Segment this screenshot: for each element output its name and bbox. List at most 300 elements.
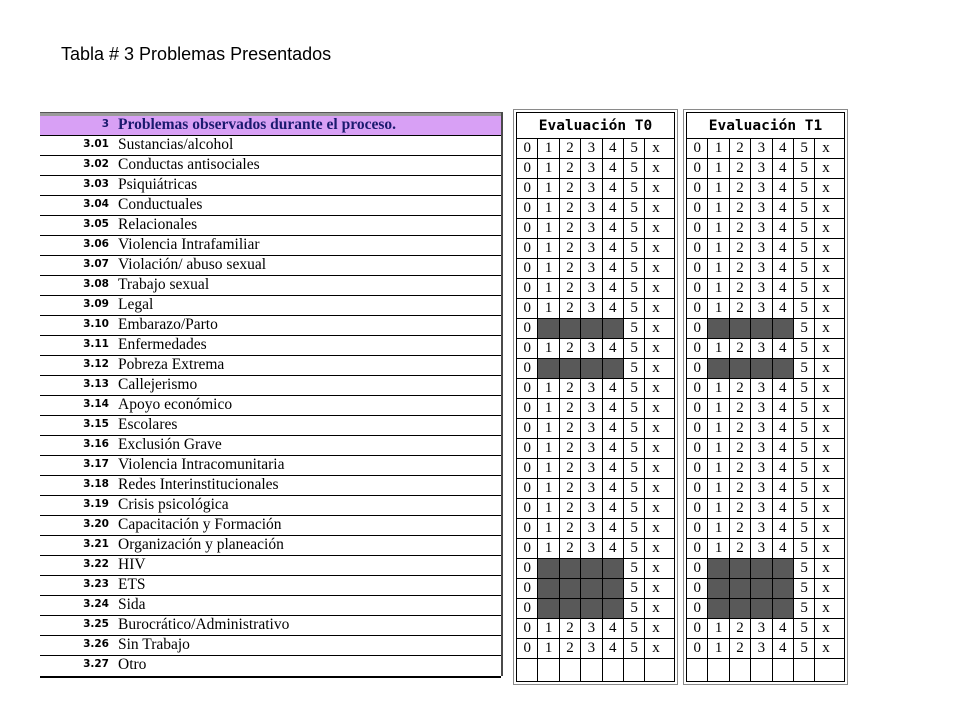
score-option-x[interactable]: x: [822, 520, 830, 536]
score-option-0[interactable]: 0: [687, 219, 708, 238]
score-option-3[interactable]: 3: [581, 339, 602, 358]
score-option-2[interactable]: 2: [730, 279, 751, 298]
score-option-3[interactable]: 3: [751, 139, 772, 158]
score-option-3[interactable]: 3: [751, 499, 772, 518]
score-option-5[interactable]: 5: [624, 379, 645, 398]
score-option-5[interactable]: 5: [624, 179, 645, 198]
score-option-2[interactable]: 2: [730, 419, 751, 438]
score-option-1[interactable]: 1: [708, 339, 729, 358]
score-option-2[interactable]: 2: [730, 139, 751, 158]
score-option-1[interactable]: 1: [708, 279, 729, 298]
score-option-2[interactable]: 2: [560, 399, 581, 418]
score-option-x[interactable]: x: [822, 480, 830, 496]
score-option-4[interactable]: 4: [603, 619, 624, 638]
score-option-4[interactable]: 4: [773, 199, 794, 218]
score-option-3[interactable]: 3: [581, 259, 602, 278]
score-option-2[interactable]: 2: [730, 639, 751, 658]
score-option-1[interactable]: 1: [538, 499, 559, 518]
score-option-5[interactable]: 5: [794, 479, 815, 498]
score-option-5[interactable]: 5: [794, 239, 815, 258]
score-option-1[interactable]: 1: [708, 219, 729, 238]
score-option-4[interactable]: 4: [603, 179, 624, 198]
score-option-1[interactable]: 1: [538, 239, 559, 258]
score-option-2[interactable]: 2: [730, 219, 751, 238]
score-option-5[interactable]: 5: [624, 439, 645, 458]
score-option-2[interactable]: 2: [730, 199, 751, 218]
score-option-3[interactable]: 3: [751, 159, 772, 178]
score-option-2[interactable]: 2: [730, 339, 751, 358]
score-option-2[interactable]: 2: [560, 619, 581, 638]
score-option-x[interactable]: x: [822, 180, 830, 196]
score-option-x[interactable]: x: [822, 500, 830, 516]
score-option-3[interactable]: 3: [581, 439, 602, 458]
score-option-0[interactable]: 0: [517, 279, 538, 298]
score-option-2[interactable]: 2: [560, 279, 581, 298]
score-option-4[interactable]: 4: [773, 259, 794, 278]
score-option-1[interactable]: 1: [708, 459, 729, 478]
score-option-4[interactable]: 4: [773, 519, 794, 538]
score-option-x[interactable]: x: [652, 540, 660, 556]
score-option-3[interactable]: 3: [751, 419, 772, 438]
score-option-0[interactable]: 0: [517, 419, 538, 438]
score-option-x[interactable]: x: [652, 520, 660, 536]
score-option-x[interactable]: x: [822, 460, 830, 476]
score-option-x[interactable]: x: [822, 640, 830, 656]
score-option-5[interactable]: 5: [624, 139, 645, 158]
score-option-1[interactable]: 1: [708, 419, 729, 438]
score-option-5[interactable]: 5: [794, 359, 815, 378]
score-option-1[interactable]: 1: [708, 139, 729, 158]
score-option-x[interactable]: x: [822, 420, 830, 436]
score-option-3[interactable]: 3: [581, 159, 602, 178]
score-option-0[interactable]: 0: [687, 639, 708, 658]
score-option-5[interactable]: 5: [624, 319, 645, 338]
score-option-3[interactable]: 3: [751, 439, 772, 458]
score-option-3[interactable]: 3: [751, 199, 772, 218]
score-option-x[interactable]: x: [652, 320, 660, 336]
score-option-1[interactable]: 1: [708, 479, 729, 498]
score-option-1[interactable]: 1: [538, 339, 559, 358]
score-option-3[interactable]: 3: [581, 419, 602, 438]
score-option-x[interactable]: x: [822, 360, 830, 376]
score-option-0[interactable]: 0: [517, 639, 538, 658]
score-option-5[interactable]: 5: [794, 139, 815, 158]
score-option-4[interactable]: 4: [603, 379, 624, 398]
score-option-2[interactable]: 2: [730, 439, 751, 458]
score-option-0[interactable]: 0: [517, 159, 538, 178]
score-option-0[interactable]: 0: [687, 559, 708, 578]
score-option-x[interactable]: x: [652, 620, 660, 636]
score-option-5[interactable]: 5: [794, 559, 815, 578]
score-option-5[interactable]: 5: [794, 419, 815, 438]
score-option-5[interactable]: 5: [624, 499, 645, 518]
score-option-0[interactable]: 0: [687, 139, 708, 158]
score-option-3[interactable]: 3: [581, 399, 602, 418]
score-option-3[interactable]: 3: [581, 519, 602, 538]
score-option-5[interactable]: 5: [624, 239, 645, 258]
score-option-1[interactable]: 1: [538, 539, 559, 558]
score-option-0[interactable]: 0: [517, 319, 538, 338]
score-option-x[interactable]: x: [652, 240, 660, 256]
score-option-x[interactable]: x: [652, 640, 660, 656]
score-option-5[interactable]: 5: [794, 199, 815, 218]
score-option-5[interactable]: 5: [794, 639, 815, 658]
score-option-4[interactable]: 4: [773, 219, 794, 238]
score-option-5[interactable]: 5: [794, 519, 815, 538]
score-option-1[interactable]: 1: [538, 219, 559, 238]
score-option-4[interactable]: 4: [773, 459, 794, 478]
score-option-x[interactable]: x: [652, 340, 660, 356]
score-option-5[interactable]: 5: [624, 399, 645, 418]
score-option-5[interactable]: 5: [794, 279, 815, 298]
score-option-x[interactable]: x: [652, 260, 660, 276]
score-option-4[interactable]: 4: [603, 219, 624, 238]
score-option-x[interactable]: x: [652, 420, 660, 436]
score-option-x[interactable]: x: [822, 220, 830, 236]
score-option-4[interactable]: 4: [773, 499, 794, 518]
score-option-5[interactable]: 5: [624, 159, 645, 178]
score-option-3[interactable]: 3: [581, 479, 602, 498]
score-option-5[interactable]: 5: [624, 479, 645, 498]
score-option-4[interactable]: 4: [603, 279, 624, 298]
score-option-1[interactable]: 1: [538, 459, 559, 478]
score-option-0[interactable]: 0: [517, 199, 538, 218]
score-option-5[interactable]: 5: [624, 199, 645, 218]
score-option-2[interactable]: 2: [560, 259, 581, 278]
score-option-0[interactable]: 0: [687, 439, 708, 458]
score-option-4[interactable]: 4: [773, 399, 794, 418]
score-option-1[interactable]: 1: [708, 399, 729, 418]
score-option-2[interactable]: 2: [730, 399, 751, 418]
score-option-4[interactable]: 4: [603, 439, 624, 458]
score-option-2[interactable]: 2: [730, 519, 751, 538]
score-option-5[interactable]: 5: [794, 459, 815, 478]
score-option-0[interactable]: 0: [517, 539, 538, 558]
score-option-5[interactable]: 5: [624, 219, 645, 238]
score-option-2[interactable]: 2: [560, 199, 581, 218]
score-option-5[interactable]: 5: [794, 599, 815, 618]
score-option-0[interactable]: 0: [687, 199, 708, 218]
score-option-4[interactable]: 4: [603, 339, 624, 358]
score-option-2[interactable]: 2: [730, 459, 751, 478]
score-option-4[interactable]: 4: [603, 539, 624, 558]
score-option-4[interactable]: 4: [603, 419, 624, 438]
score-option-x[interactable]: x: [822, 320, 830, 336]
score-option-5[interactable]: 5: [794, 179, 815, 198]
score-option-3[interactable]: 3: [751, 179, 772, 198]
score-option-5[interactable]: 5: [794, 259, 815, 278]
score-option-3[interactable]: 3: [581, 459, 602, 478]
score-option-0[interactable]: 0: [687, 259, 708, 278]
score-option-5[interactable]: 5: [624, 579, 645, 598]
score-option-x[interactable]: x: [822, 560, 830, 576]
score-option-0[interactable]: 0: [517, 499, 538, 518]
score-option-5[interactable]: 5: [624, 619, 645, 638]
score-option-x[interactable]: x: [822, 140, 830, 156]
score-option-2[interactable]: 2: [560, 479, 581, 498]
score-option-x[interactable]: x: [652, 500, 660, 516]
score-option-x[interactable]: x: [652, 440, 660, 456]
score-option-3[interactable]: 3: [751, 379, 772, 398]
score-option-5[interactable]: 5: [794, 439, 815, 458]
score-option-x[interactable]: x: [652, 180, 660, 196]
score-option-0[interactable]: 0: [517, 379, 538, 398]
score-option-0[interactable]: 0: [687, 499, 708, 518]
score-option-x[interactable]: x: [822, 200, 830, 216]
score-option-1[interactable]: 1: [538, 419, 559, 438]
score-option-4[interactable]: 4: [603, 639, 624, 658]
score-option-4[interactable]: 4: [773, 239, 794, 258]
score-option-1[interactable]: 1: [538, 199, 559, 218]
score-option-3[interactable]: 3: [751, 399, 772, 418]
score-option-1[interactable]: 1: [538, 139, 559, 158]
score-option-1[interactable]: 1: [708, 619, 729, 638]
score-option-0[interactable]: 0: [687, 339, 708, 358]
score-option-0[interactable]: 0: [687, 279, 708, 298]
score-option-0[interactable]: 0: [517, 579, 538, 598]
score-option-3[interactable]: 3: [751, 259, 772, 278]
score-option-1[interactable]: 1: [538, 159, 559, 178]
score-option-1[interactable]: 1: [708, 539, 729, 558]
score-option-5[interactable]: 5: [624, 519, 645, 538]
score-option-x[interactable]: x: [652, 160, 660, 176]
score-option-3[interactable]: 3: [751, 239, 772, 258]
score-option-4[interactable]: 4: [603, 479, 624, 498]
score-option-5[interactable]: 5: [794, 579, 815, 598]
score-option-0[interactable]: 0: [687, 519, 708, 538]
score-option-x[interactable]: x: [822, 440, 830, 456]
score-option-5[interactable]: 5: [624, 639, 645, 658]
score-option-5[interactable]: 5: [624, 419, 645, 438]
score-option-x[interactable]: x: [652, 140, 660, 156]
score-option-x[interactable]: x: [822, 300, 830, 316]
score-option-0[interactable]: 0: [687, 299, 708, 318]
score-option-x[interactable]: x: [822, 240, 830, 256]
score-option-2[interactable]: 2: [730, 179, 751, 198]
score-option-4[interactable]: 4: [603, 159, 624, 178]
score-option-1[interactable]: 1: [538, 519, 559, 538]
score-option-x[interactable]: x: [822, 280, 830, 296]
score-option-0[interactable]: 0: [517, 179, 538, 198]
score-option-1[interactable]: 1: [538, 179, 559, 198]
score-option-0[interactable]: 0: [687, 359, 708, 378]
score-option-4[interactable]: 4: [773, 179, 794, 198]
score-option-x[interactable]: x: [822, 600, 830, 616]
score-option-0[interactable]: 0: [517, 599, 538, 618]
score-option-2[interactable]: 2: [560, 179, 581, 198]
score-option-x[interactable]: x: [822, 400, 830, 416]
score-option-1[interactable]: 1: [708, 439, 729, 458]
score-option-1[interactable]: 1: [708, 639, 729, 658]
score-option-4[interactable]: 4: [773, 639, 794, 658]
score-option-1[interactable]: 1: [538, 639, 559, 658]
score-option-2[interactable]: 2: [560, 139, 581, 158]
score-option-0[interactable]: 0: [517, 439, 538, 458]
score-option-x[interactable]: x: [652, 400, 660, 416]
score-option-4[interactable]: 4: [773, 619, 794, 638]
score-option-5[interactable]: 5: [624, 359, 645, 378]
score-option-2[interactable]: 2: [560, 419, 581, 438]
score-option-4[interactable]: 4: [603, 299, 624, 318]
score-option-0[interactable]: 0: [687, 479, 708, 498]
score-option-0[interactable]: 0: [517, 459, 538, 478]
score-option-0[interactable]: 0: [517, 239, 538, 258]
score-option-1[interactable]: 1: [708, 159, 729, 178]
score-option-1[interactable]: 1: [538, 259, 559, 278]
score-option-0[interactable]: 0: [517, 219, 538, 238]
score-option-2[interactable]: 2: [560, 439, 581, 458]
score-option-4[interactable]: 4: [773, 379, 794, 398]
score-option-3[interactable]: 3: [751, 639, 772, 658]
score-option-0[interactable]: 0: [517, 479, 538, 498]
score-option-2[interactable]: 2: [560, 239, 581, 258]
score-option-3[interactable]: 3: [581, 299, 602, 318]
score-option-0[interactable]: 0: [687, 159, 708, 178]
score-option-x[interactable]: x: [822, 160, 830, 176]
score-option-0[interactable]: 0: [687, 539, 708, 558]
score-option-0[interactable]: 0: [517, 359, 538, 378]
score-option-x[interactable]: x: [652, 200, 660, 216]
score-option-4[interactable]: 4: [603, 459, 624, 478]
score-option-3[interactable]: 3: [751, 279, 772, 298]
score-option-x[interactable]: x: [652, 600, 660, 616]
score-option-4[interactable]: 4: [603, 259, 624, 278]
score-option-3[interactable]: 3: [751, 519, 772, 538]
score-option-4[interactable]: 4: [773, 159, 794, 178]
score-option-2[interactable]: 2: [560, 639, 581, 658]
score-option-2[interactable]: 2: [730, 259, 751, 278]
score-option-3[interactable]: 3: [581, 139, 602, 158]
score-option-3[interactable]: 3: [581, 639, 602, 658]
score-option-4[interactable]: 4: [603, 239, 624, 258]
score-option-3[interactable]: 3: [581, 539, 602, 558]
score-option-0[interactable]: 0: [687, 399, 708, 418]
score-option-x[interactable]: x: [822, 620, 830, 636]
score-option-4[interactable]: 4: [773, 539, 794, 558]
score-option-4[interactable]: 4: [773, 439, 794, 458]
score-option-1[interactable]: 1: [538, 279, 559, 298]
score-option-2[interactable]: 2: [730, 299, 751, 318]
score-option-1[interactable]: 1: [708, 259, 729, 278]
score-option-0[interactable]: 0: [517, 559, 538, 578]
score-option-2[interactable]: 2: [560, 539, 581, 558]
score-option-1[interactable]: 1: [708, 299, 729, 318]
score-option-1[interactable]: 1: [538, 379, 559, 398]
score-option-4[interactable]: 4: [603, 399, 624, 418]
score-option-5[interactable]: 5: [624, 559, 645, 578]
score-option-4[interactable]: 4: [773, 139, 794, 158]
score-option-2[interactable]: 2: [560, 459, 581, 478]
score-option-4[interactable]: 4: [773, 419, 794, 438]
score-option-3[interactable]: 3: [581, 179, 602, 198]
score-option-3[interactable]: 3: [581, 199, 602, 218]
score-option-0[interactable]: 0: [517, 519, 538, 538]
score-option-3[interactable]: 3: [581, 619, 602, 638]
score-option-4[interactable]: 4: [603, 199, 624, 218]
score-option-3[interactable]: 3: [581, 379, 602, 398]
score-option-1[interactable]: 1: [538, 619, 559, 638]
score-option-3[interactable]: 3: [581, 219, 602, 238]
score-option-x[interactable]: x: [822, 380, 830, 396]
score-option-5[interactable]: 5: [794, 619, 815, 638]
score-option-x[interactable]: x: [652, 480, 660, 496]
score-option-0[interactable]: 0: [687, 579, 708, 598]
score-option-5[interactable]: 5: [794, 499, 815, 518]
score-option-x[interactable]: x: [652, 580, 660, 596]
score-option-5[interactable]: 5: [794, 299, 815, 318]
score-option-0[interactable]: 0: [687, 179, 708, 198]
score-option-5[interactable]: 5: [624, 259, 645, 278]
score-option-0[interactable]: 0: [687, 239, 708, 258]
score-option-4[interactable]: 4: [603, 519, 624, 538]
score-option-2[interactable]: 2: [730, 539, 751, 558]
score-option-1[interactable]: 1: [538, 479, 559, 498]
score-option-4[interactable]: 4: [773, 339, 794, 358]
score-option-3[interactable]: 3: [751, 219, 772, 238]
score-option-3[interactable]: 3: [581, 239, 602, 258]
score-option-x[interactable]: x: [822, 540, 830, 556]
score-option-5[interactable]: 5: [794, 319, 815, 338]
score-option-1[interactable]: 1: [708, 179, 729, 198]
score-option-3[interactable]: 3: [581, 499, 602, 518]
score-option-0[interactable]: 0: [517, 339, 538, 358]
score-option-2[interactable]: 2: [730, 379, 751, 398]
score-option-x[interactable]: x: [652, 380, 660, 396]
score-option-0[interactable]: 0: [687, 319, 708, 338]
score-option-x[interactable]: x: [652, 560, 660, 576]
score-option-5[interactable]: 5: [624, 299, 645, 318]
score-option-x[interactable]: x: [652, 460, 660, 476]
score-option-2[interactable]: 2: [560, 519, 581, 538]
score-option-2[interactable]: 2: [730, 499, 751, 518]
score-option-0[interactable]: 0: [517, 619, 538, 638]
score-option-1[interactable]: 1: [708, 379, 729, 398]
score-option-1[interactable]: 1: [538, 299, 559, 318]
score-option-1[interactable]: 1: [708, 199, 729, 218]
score-option-3[interactable]: 3: [751, 619, 772, 638]
score-option-0[interactable]: 0: [687, 619, 708, 638]
score-option-x[interactable]: x: [652, 220, 660, 236]
score-option-x[interactable]: x: [652, 300, 660, 316]
score-option-x[interactable]: x: [822, 260, 830, 276]
score-option-2[interactable]: 2: [560, 339, 581, 358]
score-option-4[interactable]: 4: [773, 479, 794, 498]
score-option-3[interactable]: 3: [751, 299, 772, 318]
score-option-5[interactable]: 5: [624, 459, 645, 478]
score-option-1[interactable]: 1: [538, 439, 559, 458]
score-option-5[interactable]: 5: [624, 599, 645, 618]
score-option-2[interactable]: 2: [730, 619, 751, 638]
score-option-2[interactable]: 2: [730, 239, 751, 258]
score-option-x[interactable]: x: [652, 280, 660, 296]
score-option-5[interactable]: 5: [794, 219, 815, 238]
score-option-1[interactable]: 1: [708, 499, 729, 518]
score-option-3[interactable]: 3: [751, 539, 772, 558]
score-option-5[interactable]: 5: [624, 279, 645, 298]
score-option-0[interactable]: 0: [517, 299, 538, 318]
score-option-0[interactable]: 0: [687, 459, 708, 478]
score-option-4[interactable]: 4: [773, 279, 794, 298]
score-option-5[interactable]: 5: [624, 339, 645, 358]
score-option-2[interactable]: 2: [560, 379, 581, 398]
score-option-2[interactable]: 2: [730, 479, 751, 498]
score-option-5[interactable]: 5: [794, 539, 815, 558]
score-option-1[interactable]: 1: [708, 519, 729, 538]
score-option-5[interactable]: 5: [794, 399, 815, 418]
score-option-x[interactable]: x: [822, 580, 830, 596]
score-option-2[interactable]: 2: [560, 159, 581, 178]
score-option-2[interactable]: 2: [730, 159, 751, 178]
